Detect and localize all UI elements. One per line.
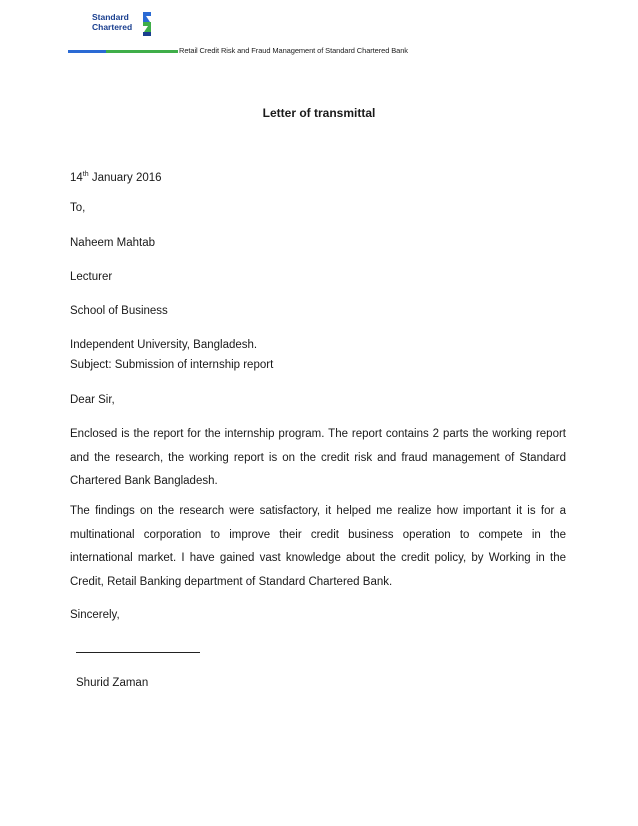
recipient-name: Naheem Mahtab <box>70 237 156 249</box>
logo-line-2: Chartered <box>92 22 133 32</box>
signature-line <box>76 652 200 653</box>
letter-title: Letter of transmittal <box>262 106 376 120</box>
date-day: 14 <box>70 172 83 184</box>
date-suffix: th <box>82 171 89 179</box>
to-line: To, <box>70 202 86 214</box>
recipient-title: Lecturer <box>70 271 113 283</box>
standard-chartered-logo <box>92 10 162 40</box>
greeting: Dear Sir, <box>70 394 115 406</box>
body-paragraph-2: The findings on the research were satisfactory, it helped me realize how important it is for a multinational corporation to improve their credit business operation to compete in the international market. I have gained vast knowledge about the credit policy, by Working in the Credit, Retail Banking department of Standard Chartered Bank. <box>70 505 566 588</box>
recipient-org: Independent University, Bangladesh. <box>70 339 258 351</box>
logo-wordmark <box>92 12 132 32</box>
signature-name: Shurid Zaman <box>76 677 149 689</box>
header-color-bar <box>68 50 178 53</box>
subject-line: Subject: Submission of internship report <box>70 359 274 371</box>
header-bar-blue <box>68 50 106 53</box>
logo-mark-icon <box>140 10 154 38</box>
header-bar-green <box>106 50 178 53</box>
letter-date <box>70 172 162 184</box>
body-paragraph-1: Enclosed is the report for the internship program. The report contains 2 parts the working report and the research, the working report is on the credit risk and fraud management of Standard Chartered Bank Bangladesh. <box>70 428 566 488</box>
closing: Sincerely, <box>70 609 120 621</box>
date-rest: January 2016 <box>88 172 162 184</box>
recipient-dept: School of Business <box>70 305 168 317</box>
logo-line-1: Standard <box>92 12 129 22</box>
running-header: Retail Credit Risk and Fraud Management of Standard Chartered Bank <box>179 46 408 55</box>
